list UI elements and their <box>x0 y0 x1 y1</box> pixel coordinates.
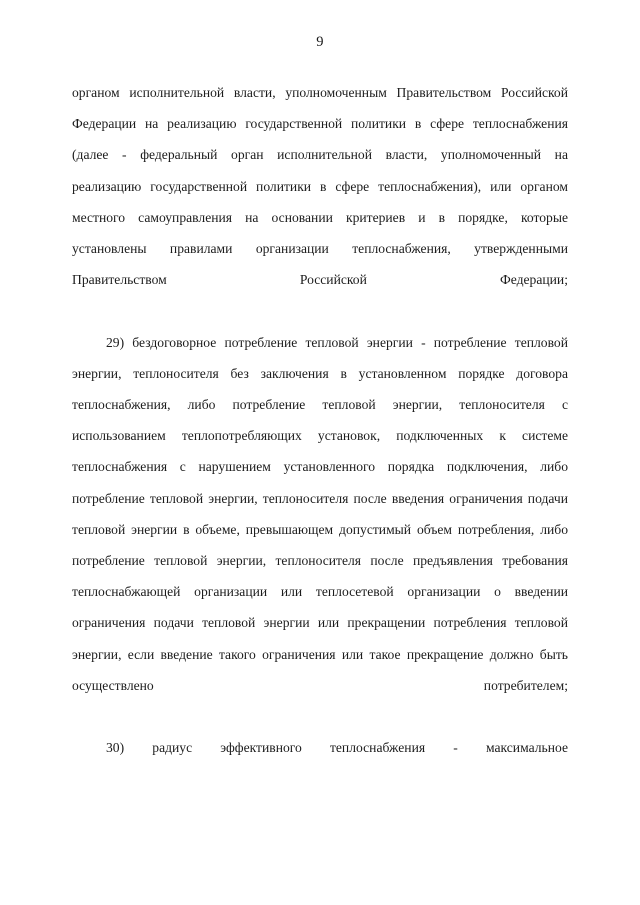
document-body <box>72 77 568 795</box>
page-number: 9 <box>316 34 324 50</box>
paragraph: 30) радиус эффективного теплоснабжения - максимальное <box>106 740 568 756</box>
paragraph: органом исполнительной власти, уполномоченным Правительством Российской Федерации на реализацию государственной политики в сфере теплоснабжения (далее - федеральный орган исполнительной власти, уполномоченный на реализацию государственной политики в сфере теплоснабжения), или органом местного самоуправления на основании критериев и в порядке, которые установлены правилами организации теплоснабжения, утвержденными Правительством Российской Федерации; <box>72 85 568 288</box>
paragraph: 29) бездоговорное потребление тепловой энергии - потребление тепловой энергии, теплоносителя без заключения в установленном порядке договора теплоснабжения, либо потребление тепловой энергии, теплоносителя с использованием теплопотребляющих установок, подключенных к системе теплоснабжения с нарушением установленного порядка подключения, либо потребление тепловой энергии, теплоносителя после введения ограничения подачи тепловой энергии в объеме, превышающем допустимый объем потребления, либо потребление тепловой энергии, теплоносителя после предъявления требования теплоснабжающей организации или теплосетевой организации о введении ограничения подачи тепловой энергии или прекращении потребления тепловой энергии, если введение такого ограничения или такое прекращение должно быть осуществлено потребителем; <box>72 334 568 693</box>
